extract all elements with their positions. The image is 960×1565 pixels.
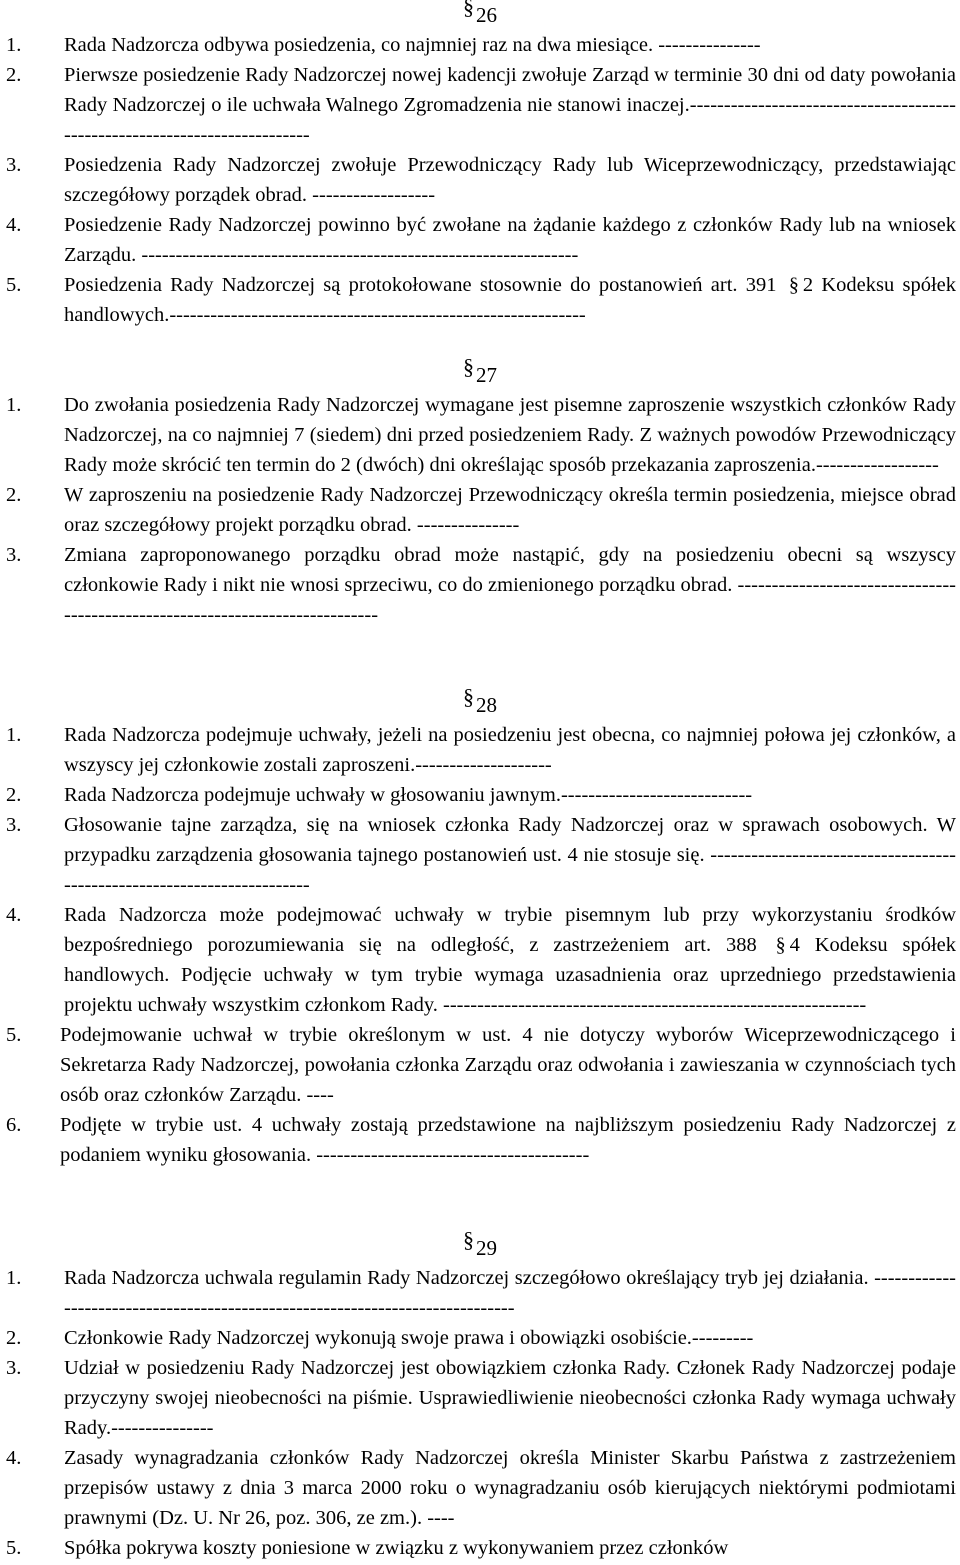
item-number: 5. [6,1024,22,1046]
section-number: 29 [476,1236,497,1260]
section-29 [0,1227,960,1563]
item-number: 2. [6,64,22,86]
item-text: Do zwołania posiedzenia Rady Nadzorczej wymagane jest pisemne zaproszenie wszystkich członków Rady Nadzorczej, na co najmniej 7 (siedem) dni przed posiedzeniem Rady. Z ważnych powodów Przewodniczący Rady może skrócić ten termin do 2 (dwóch) dni określając sposób przekazania zaproszenia.------------------ [64,394,956,476]
item-text: Głosowanie tajne zarządza, się na wniosek członka Rady Nadzorczej oraz w sprawach osobowych. W przypadku zarządzenia głosowania tajnego postanowień ust. 4 nie stosuje się. ------------------------------------------------------------------------ [64,814,956,896]
list-item [0,810,960,900]
item-number: 2. [6,484,22,506]
item-number: 4. [6,214,22,236]
paragraph-symbol: § [463,354,474,379]
list-item [0,60,960,150]
item-number: 5. [6,1537,22,1559]
item-text: Pierwsze posiedzenie Rady Nadzorczej nowej kadencji zwołuje Zarząd w terminie 30 dni od daty powołania Rady Nadzorczej o ile uchwała Walnego Zgromadzenia nie stanowi inaczej.--------------------------------------------------------------------------- [64,64,956,146]
list-item [0,540,960,630]
item-number: 2. [6,784,22,806]
list-item [0,780,960,810]
section-number: 27 [476,363,497,387]
item-number: 1. [6,394,22,416]
list-item [0,720,960,780]
item-text: Spółka pokrywa koszty poniesione w związku z wykonywaniem przez członków [64,1537,729,1559]
list-item [0,270,960,330]
list-item [0,1443,960,1533]
item-text: Podejmowanie uchwał w trybie określonym w ust. 4 nie dotyczy wyborów Wiceprzewodniczącego i Sekretarza Rady Nadzorczej, powołania członka Zarządu oraz odwołania i zawieszania w czynnościach tych osób oraz członków Zarządu. ---- [60,1024,956,1106]
paragraph-symbol: § [775,934,786,956]
paragraph-symbol: § [463,0,474,19]
section-heading [0,684,960,720]
item-number: 2. [6,1327,22,1349]
list-item [0,900,960,1020]
item-text: Udział w posiedzeniu Rady Nadzorczej jest obowiązkiem członka Rady. Członek Rady Nadzorczej podaje przyczyny swojej nieobecności na piśmie. Usprawiedliwienie nieobecności członka Rady wymaga uchwały Rady.--------------- [64,1357,956,1439]
section-26 [0,0,960,330]
section-28 [0,684,960,1170]
section-27 [0,354,960,630]
section-heading [0,1227,960,1263]
list-item [0,480,960,540]
item-text-part: Rada Nadzorcza może podejmować uchwały w trybie pisemnym lub przy wykorzystaniu środków bezpośredniego porozumiewania się na odległość, z zastrzeżeniem art. 388 [64,904,956,956]
paragraph-symbol: § [463,1227,474,1252]
item-number: 3. [6,1357,22,1379]
section-number: 28 [476,693,497,717]
item-number: 3. [6,154,22,176]
list-item [0,30,960,60]
list-item [0,1533,960,1563]
section-heading [0,354,960,390]
item-text: Rada Nadzorcza uchwala regulamin Rady Nadzorczej szczegółowo określający tryb jej działania. ------------------------------------------------------------------------------ [64,1267,956,1319]
item-number: 5. [6,274,22,296]
paragraph-symbol: § [788,274,799,296]
item-number: 3. [6,544,22,566]
item-text: Zmiana zaproponowanego porządku obrad może nastąpić, gdy na posiedzeniu obecni są wszyscy członkowie Rady i nikt nie wnosi sprzeciwu, co do zmienionego porządku obrad. ------------------------------------------------------------------------------ [64,544,956,626]
item-number: 1. [6,1267,22,1289]
section-heading [0,0,960,30]
item-text: Podjęte w trybie ust. 4 uchwały zostają przedstawione na najbliższym posiedzeniu Rady Nadzorczej z podaniem wyniku głosowania. ---------------------------------------- [60,1114,956,1166]
item-text: Członkowie Rady Nadzorczej wykonują swoje prawa i obowiązki osobiście.--------- [64,1327,754,1349]
item-number: 4. [6,1447,22,1469]
list-item [0,1323,960,1353]
list-item [0,1263,960,1323]
list-item [0,1353,960,1443]
list-item [0,1020,960,1110]
item-number: 1. [6,34,22,56]
item-text: Posiedzenia Rady Nadzorczej zwołuje Przewodniczący Rady lub Wiceprzewodniczący, przedstawiając szczegółowy porządek obrad. ------------------ [64,154,956,206]
item-text: Rada Nadzorcza odbywa posiedzenia, co najmniej raz na dwa miesiące. --------------- [64,34,761,56]
item-text: Posiedzenie Rady Nadzorczej powinno być zwołane na żądanie każdego z członków Rady lub na wniosek Zarządu. ---------------------------------------------------------------- [64,214,956,266]
item-text: W zaproszeniu na posiedzenie Rady Nadzorczej Przewodniczący określa termin posiedzenia, miejsce obrad oraz szczegółowy projekt porządku obrad. --------------- [64,484,956,536]
list-item [0,210,960,270]
list-item [0,390,960,480]
item-text-part: Posiedzenia Rady Nadzorczej są protokołowane stosownie do postanowień art. 391 [64,274,777,296]
item-number: 4. [6,904,22,926]
item-text: Rada Nadzorcza podejmuje uchwały w głosowaniu jawnym.---------------------------- [64,784,753,806]
item-text-part: 2 Kodeksu spółek handlowych.------------------------------------------------------------- [64,274,956,326]
item-text: Zasady wynagradzania członków Rady Nadzorczej określa Minister Skarbu Państwa z zastrzeżeniem przepisów ustawy z dnia 3 marca 2000 roku o wynagradzaniu osób kierujących niektórymi podmiotami prawnymi (Dz. U. Nr 26, poz. 306, ze zm.). ---- [64,1447,956,1529]
item-number: 3. [6,814,22,836]
item-text [64,900,956,1020]
item-text: Rada Nadzorcza podejmuje uchwały, jeżeli na posiedzeniu jest obecna, co najmniej połowa jej członków, a wszyscy jej członkowie zostali zaproszeni.-------------------- [64,724,956,776]
item-text-part: 4 Kodeksu spółek handlowych. Podjęcie uchwały w tym trybie wymaga uzasadnienia oraz uprzedniego przedstawienia projektu uchwały wszystkim członkom Rady. -------------------------------------------------------------- [64,934,957,1016]
paragraph-symbol: § [463,684,474,709]
item-number: 1. [6,724,22,746]
section-number: 26 [476,3,497,27]
list-item [0,150,960,210]
item-number: 6. [6,1114,22,1136]
item-text [64,270,956,330]
list-item [0,1110,960,1170]
